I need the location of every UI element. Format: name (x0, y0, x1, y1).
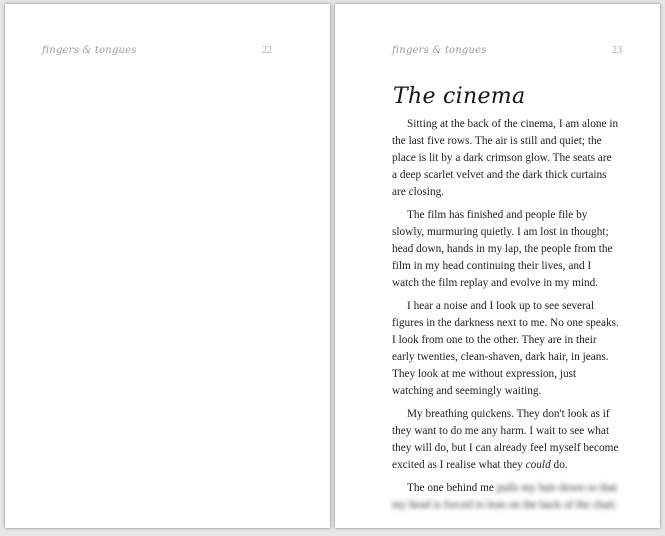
paragraph-1: Sitting at the back of the cinema, I am alone in the last five rows. The air is still and quiet; the place is lit by a dark crimson glow. The seats are a deep scarlet velvet and the dark thick curtains are closing. (392, 118, 619, 198)
paragraph-2: The film has finished and people file by slowly, murmuring quietly. I am lost in thought; head down, hands in my lap, the people from the film in my head continuing their lives, and I watch the film replay and evolve in my mind. (392, 209, 613, 289)
running-head: fingers & tongues (42, 45, 137, 56)
chapter-title: The cinema (393, 84, 526, 109)
paragraph-3: I hear a noise and I look up to see several figures in the darkness next to me. No one speaks. I look from one to the other. They are in their early twenties, clean-shaven, dark hair, in jeans. They look at me without expression, just watching and seemingly waiting. (392, 300, 619, 397)
paragraph-4-end: do. (550, 459, 568, 471)
paragraph-5-visible-text: The one behind me (407, 482, 494, 494)
blurred-preview-text: pulls my hair down so that my head is forced to lean on the back of the chair. (392, 482, 618, 511)
right-page (335, 4, 660, 528)
paragraph-4 (392, 406, 619, 474)
left-page (5, 4, 330, 528)
chapter-body (392, 116, 619, 520)
paragraph-5 (392, 480, 619, 514)
running-head: fingers & tongues (392, 45, 487, 56)
emphasis-text: could (525, 459, 551, 471)
paragraph-4-text: My breathing quickens. They don't look as if they want to do me any harm. I wait to see what they will do, but I can already feel myself become excited as I realise what they (392, 408, 619, 471)
page-number: 22 (262, 45, 272, 56)
page-number: 23 (612, 45, 622, 56)
